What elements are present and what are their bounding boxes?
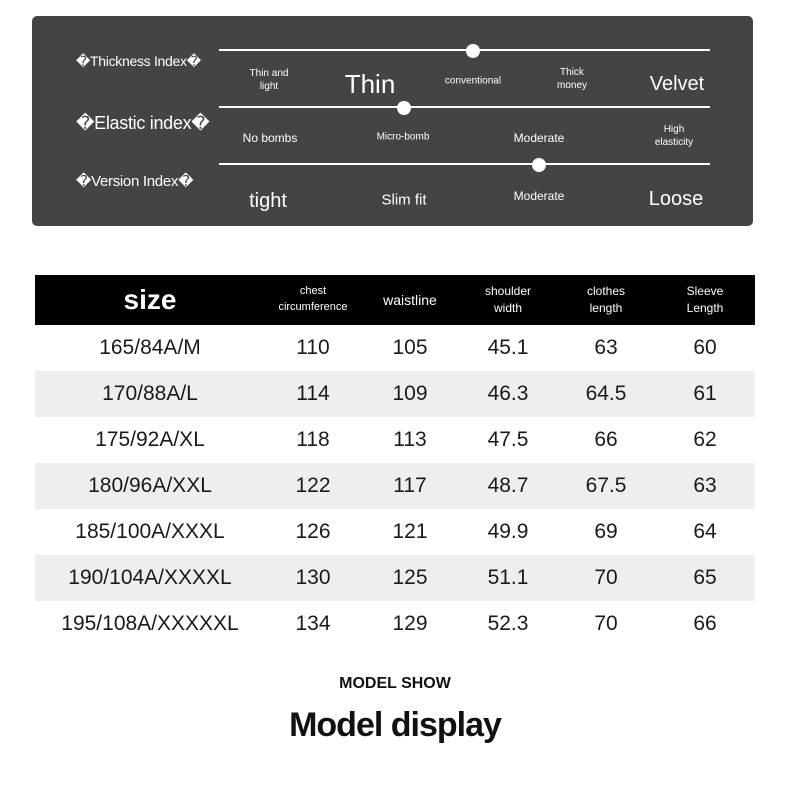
thickness-option-conventional: conventional [444,75,502,87]
version-option-loose: Loose [648,188,704,210]
table-row [35,463,755,509]
cell-length: 70 [594,612,618,635]
cell-size: 180/96A/XXL [35,463,265,509]
cell-shoulder: 49.9 [487,520,529,543]
cell-waist: 117 [361,463,459,509]
thickness-option-thick-money: Thick money [556,67,588,91]
header-size: size [35,275,265,325]
elastic-option-micro-bomb: Micro-bomb [376,131,430,143]
thickness-scale-knob [466,44,480,58]
cell-sleeve: 60 [693,336,717,359]
cell-waist: 121 [392,520,428,543]
cell-chest: 118 [296,428,330,451]
thickness-index-label: �Thickness Index� [76,53,201,69]
cell-waist: 113 [393,428,427,451]
cell-length: 67.5 [557,463,655,509]
cell-length: 69 [594,520,618,543]
cell-chest: 130 [265,555,361,601]
version-index-label: �Version Index� [76,173,194,190]
thickness-option-thin-and-light: Thin and light [249,68,289,92]
elastic-scale-line [219,106,710,108]
cell-chest: 126 [295,520,331,543]
elastic-option-no-bombs: No bombs [242,131,298,146]
version-scale-knob [532,158,546,172]
cell-shoulder: 47.5 [487,428,529,451]
cell-chest: 110 [296,336,330,359]
cell-waist: 105 [392,336,428,359]
elastic-option-moderate: Moderate [513,131,565,146]
cell-shoulder: 48.7 [459,463,557,509]
cell-sleeve: 65 [655,555,755,601]
cell-size: 175/92A/XL [95,428,205,451]
cell-length: 66 [594,428,618,451]
elastic-scale-knob [397,101,411,115]
thickness-option-velvet: Velvet [649,73,705,95]
table-row [35,417,755,463]
model-show-kicker: MODEL SHOW [339,675,451,692]
cell-sleeve: 66 [693,612,717,635]
table-row [35,325,755,371]
table-row [35,555,755,601]
elastic-option-high-elasticity: High elasticity [654,124,694,148]
cell-chest: 134 [295,612,331,635]
model-display-title: Model display [289,706,501,744]
cell-size: 195/108A/XXXXXL [61,612,239,635]
size-chart-table [35,275,755,647]
cell-length: 63 [594,336,618,359]
fabric-index-panel [32,16,753,226]
cell-chest: 122 [265,463,361,509]
cell-sleeve: 63 [655,463,755,509]
cell-shoulder: 46.3 [459,371,557,417]
version-scale-line [219,163,710,165]
header-chest-circumference: chest circumference [265,275,361,325]
cell-length: 64.5 [557,371,655,417]
cell-waist: 129 [392,612,428,635]
header-clothes-length: clothes length [557,275,655,325]
size-chart-header-row [35,275,755,325]
cell-sleeve: 64 [693,520,717,543]
table-row [35,601,755,647]
cell-size: 185/100A/XXXL [75,520,225,543]
cell-size: 170/88A/L [35,371,265,417]
table-row [35,371,755,417]
version-option-slim-fit: Slim fit [381,191,427,209]
cell-sleeve: 62 [693,428,717,451]
header-sleeve-length: Sleeve Length [655,275,755,325]
cell-size: 190/104A/XXXXL [35,555,265,601]
thickness-scale-line [219,49,710,51]
header-shoulder-width: shoulder width [459,275,557,325]
header-waistline: waistline [361,275,459,325]
cell-shoulder: 45.1 [487,336,529,359]
table-row [35,509,755,555]
version-option-tight: tight [249,190,287,212]
elastic-index-label: �Elastic index� [76,113,210,133]
cell-shoulder: 51.1 [459,555,557,601]
cell-chest: 114 [265,371,361,417]
cell-length: 70 [557,555,655,601]
cell-size: 165/84A/M [99,336,201,359]
cell-shoulder: 52.3 [487,612,529,635]
cell-waist: 109 [361,371,459,417]
cell-waist: 125 [361,555,459,601]
version-option-moderate: Moderate [513,189,565,204]
cell-sleeve: 61 [655,371,755,417]
thickness-option-thin: Thin [344,69,396,100]
